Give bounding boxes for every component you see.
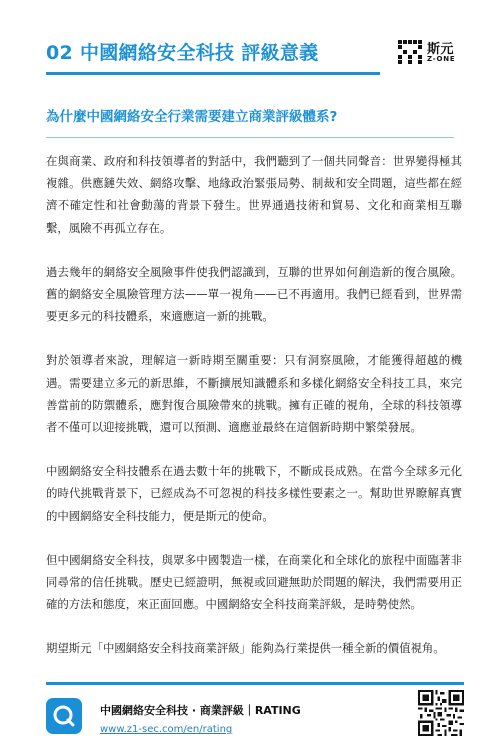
- paragraph: 在與商業、政府和科技領導者的對話中，我們聽到了一個共同聲音：世界變得極其複雜。供應鏈失效、網絡攻擊、地緣政治緊張局勢、制裁和安全問題，這些都在經濟不確定性和社會動蕩的背景下發生。世界通過技術和貿易、文化和商業相互聯繫，風險不再孤立存在。: [46, 154, 462, 235]
- article-body: [46, 150, 462, 682]
- section-divider: [46, 137, 454, 138]
- paragraph: 中國網絡安全科技體系在過去數十年的挑戰下，不斷成長成熟。在當今全球多元化的時代挑戰背景下，已經成為不可忽視的科技多樣性要素之一。幫助世界瞭解真實的中國網絡安全科技能力，便是斯元的使命。: [46, 464, 462, 523]
- footer-title: 中國網絡安全科技 · 商業評級｜RATING: [100, 704, 301, 717]
- footer-link[interactable]: www.z1-sec.com/en/rating: [100, 724, 233, 735]
- paragraph: 但中國網絡安全科技，與眾多中國製造一樣，在商業化和全球化的旅程中面臨著非同尋常的信任挑戰。歷史已經證明，無視或回避無助於問題的解決，我們需要用正確的方法和態度，來正面回應。中國網絡安全科技商業評級，是時勢使然。: [46, 552, 462, 612]
- search-bubble-icon: [46, 698, 82, 734]
- section-question: 為什麼中國網絡安全行業需要建立商業評級體系?: [46, 109, 338, 125]
- brand-logo: [398, 38, 464, 66]
- title-underline: [46, 72, 380, 75]
- z-one-logo-icon: [398, 40, 422, 64]
- brand-name-cn: 斯元: [427, 42, 455, 57]
- qr-code-icon: [418, 690, 464, 736]
- page-header: [0, 0, 500, 84]
- paragraph: 對於領導者來說，理解這一新時期至關重要：只有洞察風險，才能獲得超越的機遇。需要建立多元的新思維，不斷擴展知識體系和多樣化網絡安全科技工具，來完善當前的防禦體系，應對復合風險帶來的挑戰。擁有正確的視角，全球的科技領導者不僅可以迎接挑戰，還可以預測、適應並最終在這個新時期中繁榮發展。: [46, 353, 462, 435]
- page-title: 02 中國網絡安全科技 評級意義: [46, 42, 319, 64]
- paragraph: 期望斯元「中國網絡安全科技商業評級」能夠為行業提供一種全新的價值視角。: [46, 641, 445, 656]
- brand-name-en: Z-ONE: [427, 55, 456, 63]
- footer-divider: [46, 682, 464, 685]
- paragraph: 過去幾年的網絡安全風險事件使我們認識到，互聯的世界如何創造新的復合風險。舊的網絡安全風險管理方法——單一視角——已不再適用。我們已經看到，世界需要更多元的科技體系，來適應這一新的挑戰。: [46, 264, 462, 324]
